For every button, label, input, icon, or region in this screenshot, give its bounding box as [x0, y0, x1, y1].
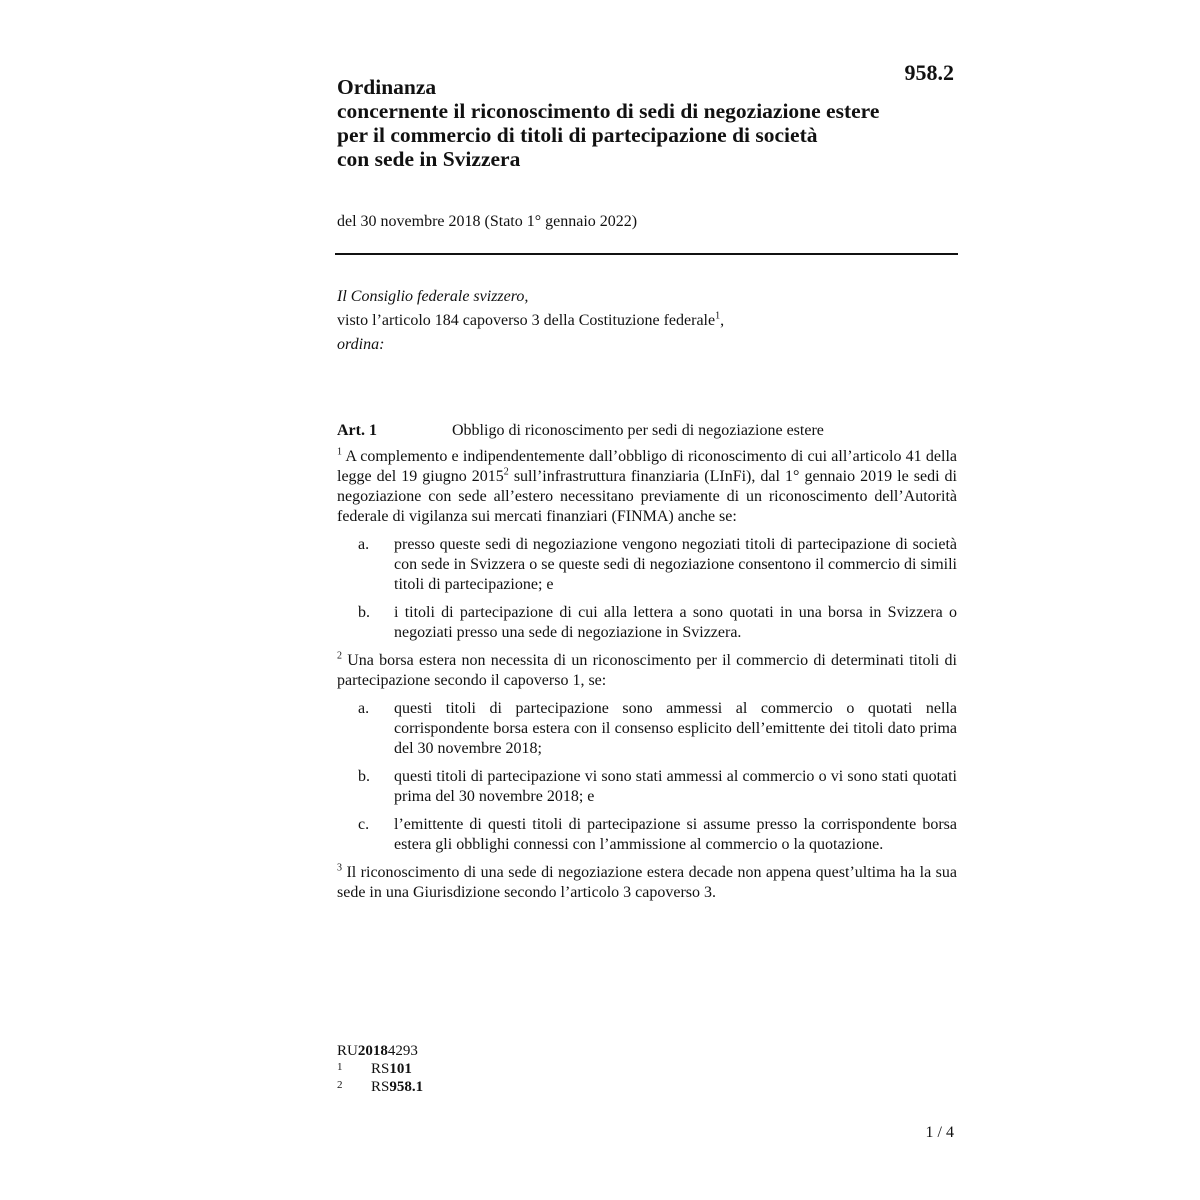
paragraph-text: Il riconoscimento di una sede di negoziazione estera decade non appena quest’ultima ha la sua sede in una Giurisdizione secondo l’articolo 3 capoverso 3.	[337, 864, 957, 901]
paragraph-1-list	[337, 535, 957, 643]
title-line: per il commercio di titoli di partecipazione di società	[337, 123, 818, 147]
list-item	[337, 603, 957, 643]
footnote-prefix: RS	[371, 1061, 390, 1077]
list-item	[337, 815, 957, 855]
footnotes	[337, 1042, 423, 1096]
list-text: i titoli di partecipazione di cui alla lettera a sono quotati in una borsa in Svizzera o negoziati presso una sede di negoziazione in Svizzera.	[394, 604, 957, 641]
paragraph-3	[337, 863, 957, 903]
page-number: 1 / 4	[925, 1124, 954, 1141]
list-letter: b.	[358, 604, 370, 621]
preamble-basis	[337, 309, 957, 333]
preamble-ordina: ordina:	[337, 336, 385, 353]
list-text: presso queste sedi di negoziazione vengono negoziati titoli di partecipazione di società con sede in Svizzera o se queste sedi di negoziazione consentono il commercio di simili titoli di partecipazione; e	[394, 536, 957, 593]
preamble-basis-end: ,	[720, 312, 725, 329]
list-letter: c.	[358, 816, 370, 833]
paragraph-text: A complemento e indipendentemente dall’obbligo di riconoscimento di cui all’articolo 41 della legge del 19 giugno 2015	[337, 448, 957, 485]
footnote-mark: 2	[337, 1079, 343, 1091]
title-line: concernente il riconoscimento di sedi di negoziazione estere	[337, 99, 880, 123]
list-letter: b.	[358, 768, 370, 785]
list-item	[337, 767, 957, 807]
ru-year: 2018	[357, 1043, 388, 1059]
paragraph-number: 2	[337, 650, 342, 662]
footnote-2	[337, 1078, 423, 1096]
paragraph-text: Una borsa estera non necessita di un riconoscimento per il commercio di determinati titoli di partecipazione secondo il capoverso 1, se:	[337, 652, 957, 689]
title-line: con sede in Svizzera	[337, 147, 521, 171]
footnote-ref-1: 1	[715, 310, 721, 322]
footnote-ref: 101	[389, 1061, 412, 1077]
footnote-prefix: RS	[371, 1079, 390, 1095]
paragraph-2	[337, 651, 957, 691]
footnote-ref: 958.1	[389, 1079, 424, 1095]
title-line: Ordinanza	[337, 75, 437, 99]
paragraph-1	[337, 447, 957, 527]
horizontal-rule	[335, 253, 958, 255]
ru-reference	[337, 1042, 423, 1060]
list-text: questi titoli di partecipazione sono ammessi al commercio o quotati nella corrispondente borsa estera con il consenso esplicito dell’emittente dei titoli dato prima del 30 novembre 2018;	[394, 700, 957, 757]
document-date: del 30 novembre 2018 (Stato 1° gennaio 2022)	[337, 213, 638, 230]
paragraph-number: 1	[337, 446, 342, 458]
list-text: questi titoli di partecipazione vi sono stati ammessi al commercio o vi sono stati quotati prima del 30 novembre 2018; e	[394, 768, 957, 805]
footnote-ref-2: 2	[503, 466, 509, 478]
ru-prefix: RU	[337, 1043, 358, 1059]
paragraph-number: 3	[337, 862, 342, 874]
ru-page: 4293	[387, 1043, 418, 1059]
article-heading: Obbligo di riconoscimento per sedi di negoziazione estere	[452, 422, 824, 439]
list-letter: a.	[358, 700, 370, 717]
article-1	[337, 421, 957, 911]
paragraph-text: sull’infrastruttura finanziaria (LInFi), dal 1° gennaio 2019 le sedi di negoziazione con sede all’estero necessitano previamente di un riconoscimento dell’Autorità federale di vigilanza sui mercati finanziari (FINMA) anche se:	[337, 468, 958, 525]
list-item	[337, 535, 957, 595]
footnote-mark: 1	[337, 1061, 343, 1073]
list-text: l’emittente di questi titoli di partecipazione si assume presso la corrispondente borsa estera gli obblighi connessi con l’ammissione al commercio o la quotazione.	[394, 816, 957, 853]
preamble-basis-text: visto l’articolo 184 capoverso 3 della Costituzione federale	[337, 312, 716, 329]
document-title	[337, 75, 967, 171]
document-number: 958.2	[904, 60, 954, 85]
paragraph-2-list	[337, 699, 957, 855]
footnote-1	[337, 1060, 423, 1078]
preamble	[337, 285, 957, 357]
list-letter: a.	[358, 536, 370, 553]
article-header	[337, 421, 957, 441]
preamble-authority: Il Consiglio federale svizzero,	[337, 288, 529, 305]
list-item	[337, 699, 957, 759]
article-number: Art. 1	[337, 422, 377, 439]
